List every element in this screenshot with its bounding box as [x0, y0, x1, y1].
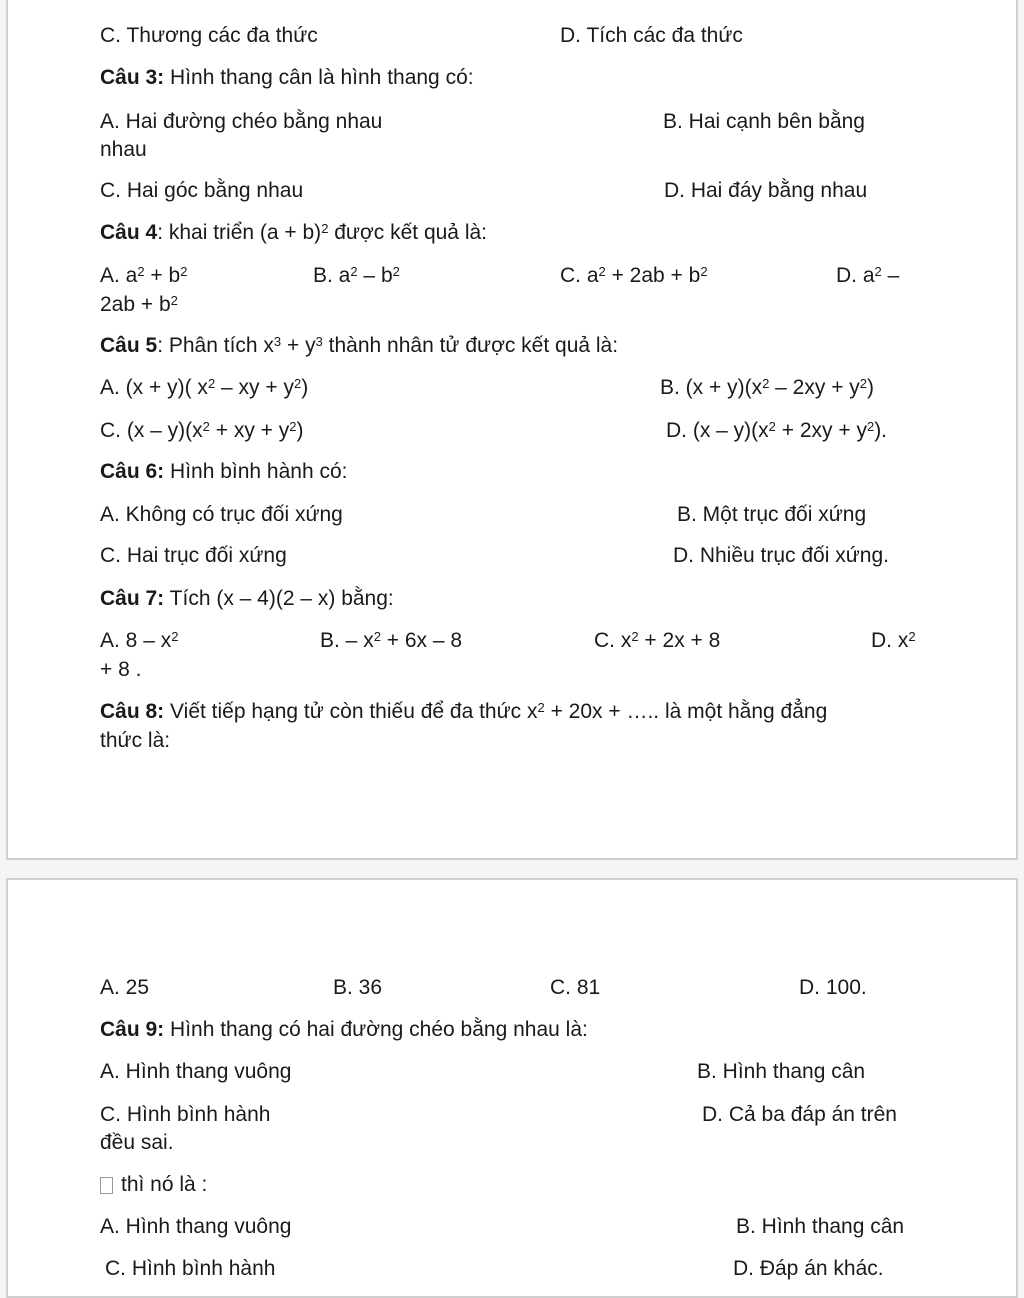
q3-option-a: A. Hai đường chéo bằng nhau [100, 110, 383, 133]
q9-option-d-continued: đều sai. [100, 1131, 174, 1154]
q6-question: Câu 6: Hình bình hành có: [100, 460, 348, 483]
q5-question: Câu 5: Phân tích $x^3 + y^3$ thành nhân tử được kết quả là: [100, 334, 619, 357]
q8-question: Câu 8: Viết tiếp hạng tử còn thiếu để đa thức $x^2 + 20x$ + ….. là một hằng đẳng [100, 700, 828, 723]
q5-option-c: C. $(x - y)(x^2$ + xy + $y^2$) [100, 419, 304, 442]
q6-option-a: A. Không có trục đối xứng [100, 503, 343, 526]
q9-option-c: C. Hình bình hành [100, 1103, 271, 1126]
q9-option-b: B. Hình thang cân [697, 1060, 866, 1083]
q3-option-d: D. Hai đáy bằng nhau [664, 179, 868, 202]
q3-option-c: C. Hai góc bằng nhau [100, 179, 304, 202]
q3-question: Câu 3: Hình thang cân là hình thang có: [100, 66, 474, 89]
q3-option-b: B. Hai cạnh bên bằng [663, 110, 865, 133]
q10-option-a: A. Hình thang vuông [100, 1215, 292, 1238]
q2-option-c: C. Thương các đa thức [100, 24, 318, 47]
q5-option-a: A. (x + y)( $x^2$ – xy + $y^2$) [100, 376, 309, 399]
q9-option-d: D. Cả ba đáp án trên [702, 1103, 897, 1126]
q7-option-d-continued: + 8 . [100, 658, 142, 681]
q10-option-c: C. Hình bình hành [105, 1257, 276, 1280]
q8-option-b: B. 36 [333, 976, 383, 999]
q8-option-a: A. 25 [100, 976, 150, 999]
q8-option-c: C. 81 [550, 976, 601, 999]
q5-option-b: B. $(x + y)(x^2 - 2xy + y^2)$ [660, 376, 875, 399]
q7-question: Câu 7: Tích (x – 4)(2 – x) bằng: [100, 587, 394, 610]
q4-option-b: B. $a^2 - b^2$ [313, 264, 400, 287]
q7-option-b: B. – $x^2 + 6x - 8$ [320, 629, 463, 652]
q9-option-a: A. Hình thang vuông [100, 1060, 292, 1083]
q6-option-b: B. Một trục đối xứng [677, 503, 867, 526]
q4-option-d-continued: $2ab + b^2$ [100, 293, 178, 316]
q6-option-c: C. Hai trục đối xứng [100, 544, 287, 567]
q6-option-d: D. Nhiều trục đối xứng. [673, 544, 889, 567]
q4-option-c: C. $a^2 + 2ab + b^2$ [560, 264, 708, 287]
q7-option-c: C. $x^2 + 2x + 8$ [594, 629, 721, 652]
q8-option-d: D. 100. [799, 976, 867, 999]
q9-question: Câu 9: Hình thang có hai đường chéo bằng nhau là: [100, 1018, 588, 1041]
q4-option-d: D. $a^2$ – [836, 264, 900, 287]
q2-option-d: D. Tích các đa thức [560, 24, 743, 47]
q10-question: thì nó là : [100, 1171, 207, 1199]
missing-glyph-icon [100, 1177, 113, 1194]
q8-question-continued: thức là: [100, 729, 171, 752]
q3-option-b-continued: nhau [100, 138, 147, 161]
q4-question: Câu 4: khai triển $(a + b)^2$ được kết quả là: [100, 221, 487, 244]
q7-option-a: A. $8 - x^2$ [100, 629, 179, 652]
q10-option-b: B. Hình thang cân [736, 1215, 905, 1238]
q5-option-d: D. $(x - y)(x^2 + 2xy + y^2)$. [666, 419, 888, 442]
q7-option-d: D. $x^2$ [871, 629, 916, 652]
q4-option-a: A. $a^2 + b^2$ [100, 264, 188, 287]
q10-option-d: D. Đáp án khác. [733, 1257, 884, 1280]
